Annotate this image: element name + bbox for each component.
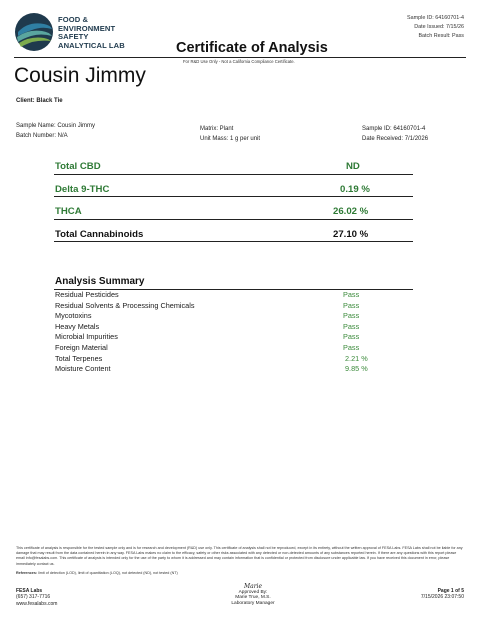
cannabinoid-row-thca: [54, 200, 414, 221]
date-received: Date Received: 7/1/2026: [362, 135, 429, 142]
page-number: Page 1 of 5: [437, 588, 464, 594]
cannabinoid-divider: [54, 174, 413, 175]
analysis-result: Pass: [343, 332, 360, 342]
header-batch-result: Batch Result: Pass: [418, 33, 464, 39]
analysis-result: Pass: [343, 300, 360, 310]
signature: Marie: [243, 583, 263, 590]
sample-name: Sample Name: Cousin Jimmy: [16, 123, 96, 129]
fesa-logo-icon: [14, 12, 54, 52]
analysis-row: [55, 354, 385, 365]
cannabinoid-row-total-cbd: [54, 155, 414, 176]
header-divider: [14, 57, 466, 58]
unit-mass: Unit Mass: 1 g per unit: [200, 135, 261, 142]
analysis-name: Residual Solvents & Processing Chemicals: [55, 300, 195, 310]
lab-name-line: SAFETY: [58, 32, 89, 42]
company-phone: (657) 317-7716: [16, 594, 51, 601]
analysis-row: [55, 322, 385, 333]
company-name: FESA Labs: [16, 588, 43, 594]
cannabinoid-value: 26.02 %: [333, 206, 369, 217]
references-label: References:: [16, 571, 38, 575]
cannabinoid-divider: [54, 241, 413, 242]
analysis-row: [55, 332, 385, 343]
analysis-name: Heavy Metals: [55, 321, 100, 331]
header-date-issued: Date Issued: 7/15/26: [414, 24, 464, 30]
analysis-result: Pass: [343, 290, 360, 299]
rd-disclaimer: For R&D Use Only - Not a California Compliance Certificate.: [183, 59, 295, 64]
lab-name-line: ENVIRONMENT: [58, 23, 116, 33]
approved-by-label: Approved By:: [238, 589, 268, 595]
analysis-row: [55, 301, 385, 312]
analysis-list: [55, 290, 385, 375]
analysis-result: 2.21 %: [345, 353, 368, 363]
sample-info-center: [200, 125, 260, 144]
cannabinoid-name: Total Cannabinoids: [55, 229, 144, 240]
analysis-result: 9.85 %: [345, 364, 368, 374]
cannabinoid-name: Delta 9-THC: [55, 184, 110, 195]
lab-name-line: ANALYTICAL LAB: [58, 40, 125, 50]
references-text: limit of detection (LOD), limit of quantitation (LOQ), not detected (ND), not tested (NT): [38, 571, 178, 575]
cannabinoid-value: ND: [346, 161, 360, 172]
analysis-name: Microbial Impurities: [55, 332, 118, 342]
analysis-result: Pass: [343, 321, 360, 331]
client-name: Client: Black Tie: [16, 98, 63, 104]
analysis-row: [55, 311, 385, 322]
approver-title: Laboratory Manager: [231, 600, 275, 606]
sample-info-right: [362, 125, 428, 144]
matrix: Matrix: Plant: [200, 126, 234, 132]
legal-disclaimer: This certificate of analysis is responsible for the tested sample only and is for research and development (R&D) use only. This certificate of analysis shall not be reproduced, except in its entirety, without the written approval of FESA Labs. FESA Labs shall not be liable for any damage that may result from the data contained herein in any way. FESA Labs makes no claim to the efficacy, safety or other risks associated with any detected or non-detected amounts of any substances reported herein. If there are any questions with this report please email info@fesalabs.com. This certificate of analysis is intended only for the use of the party to whom it is addressed and may contain information that is confidential or protected from disclosure under applicable law. If you have received this document in error, please immediately contact us.: [16, 546, 463, 566]
analysis-name: Foreign Material: [55, 342, 108, 352]
analysis-row: [55, 364, 385, 375]
cannabinoid-name: THCA: [55, 206, 82, 217]
sample-id: Sample ID: 64160701-4: [362, 126, 426, 132]
header-meta: [407, 14, 464, 41]
product-name: Cousin Jimmy: [14, 64, 146, 87]
approval-block: [225, 584, 281, 606]
page-title: Certificate of Analysis: [176, 40, 328, 56]
analysis-result: Pass: [343, 311, 360, 321]
cannabinoid-divider: [54, 196, 413, 197]
analysis-row: [55, 343, 385, 354]
sample-info-left: [16, 122, 95, 141]
analysis-summary-title: Analysis Summary: [55, 276, 145, 287]
company-website: www.fesalabs.com: [16, 600, 58, 607]
cannabinoid-value: 27.10 %: [333, 229, 369, 240]
analysis-name: Mycotoxins: [55, 311, 92, 321]
cannabinoid-divider: [54, 219, 413, 220]
cannabinoid-name: Total CBD: [55, 161, 101, 172]
analysis-row: [55, 290, 385, 301]
references: [16, 571, 178, 575]
analysis-result: Pass: [343, 342, 360, 352]
page-meta: [421, 588, 464, 601]
analysis-name: Total Terpenes: [55, 353, 103, 363]
batch-number: Batch Number: N/A: [16, 132, 68, 139]
approver-name: Marie True, M.S.: [235, 595, 271, 601]
cannabinoid-value: 0.19 %: [340, 184, 370, 195]
analysis-name: Residual Pesticides: [55, 290, 119, 299]
lab-name-line: FOOD &: [58, 15, 89, 24]
analysis-name: Moisture Content: [55, 364, 111, 374]
lab-name: [58, 16, 125, 50]
header-sample-id: Sample ID: 64160701-4: [407, 15, 464, 21]
print-timestamp: 7/15/2026 23:07:50: [420, 594, 464, 601]
lab-contact: [16, 588, 57, 607]
